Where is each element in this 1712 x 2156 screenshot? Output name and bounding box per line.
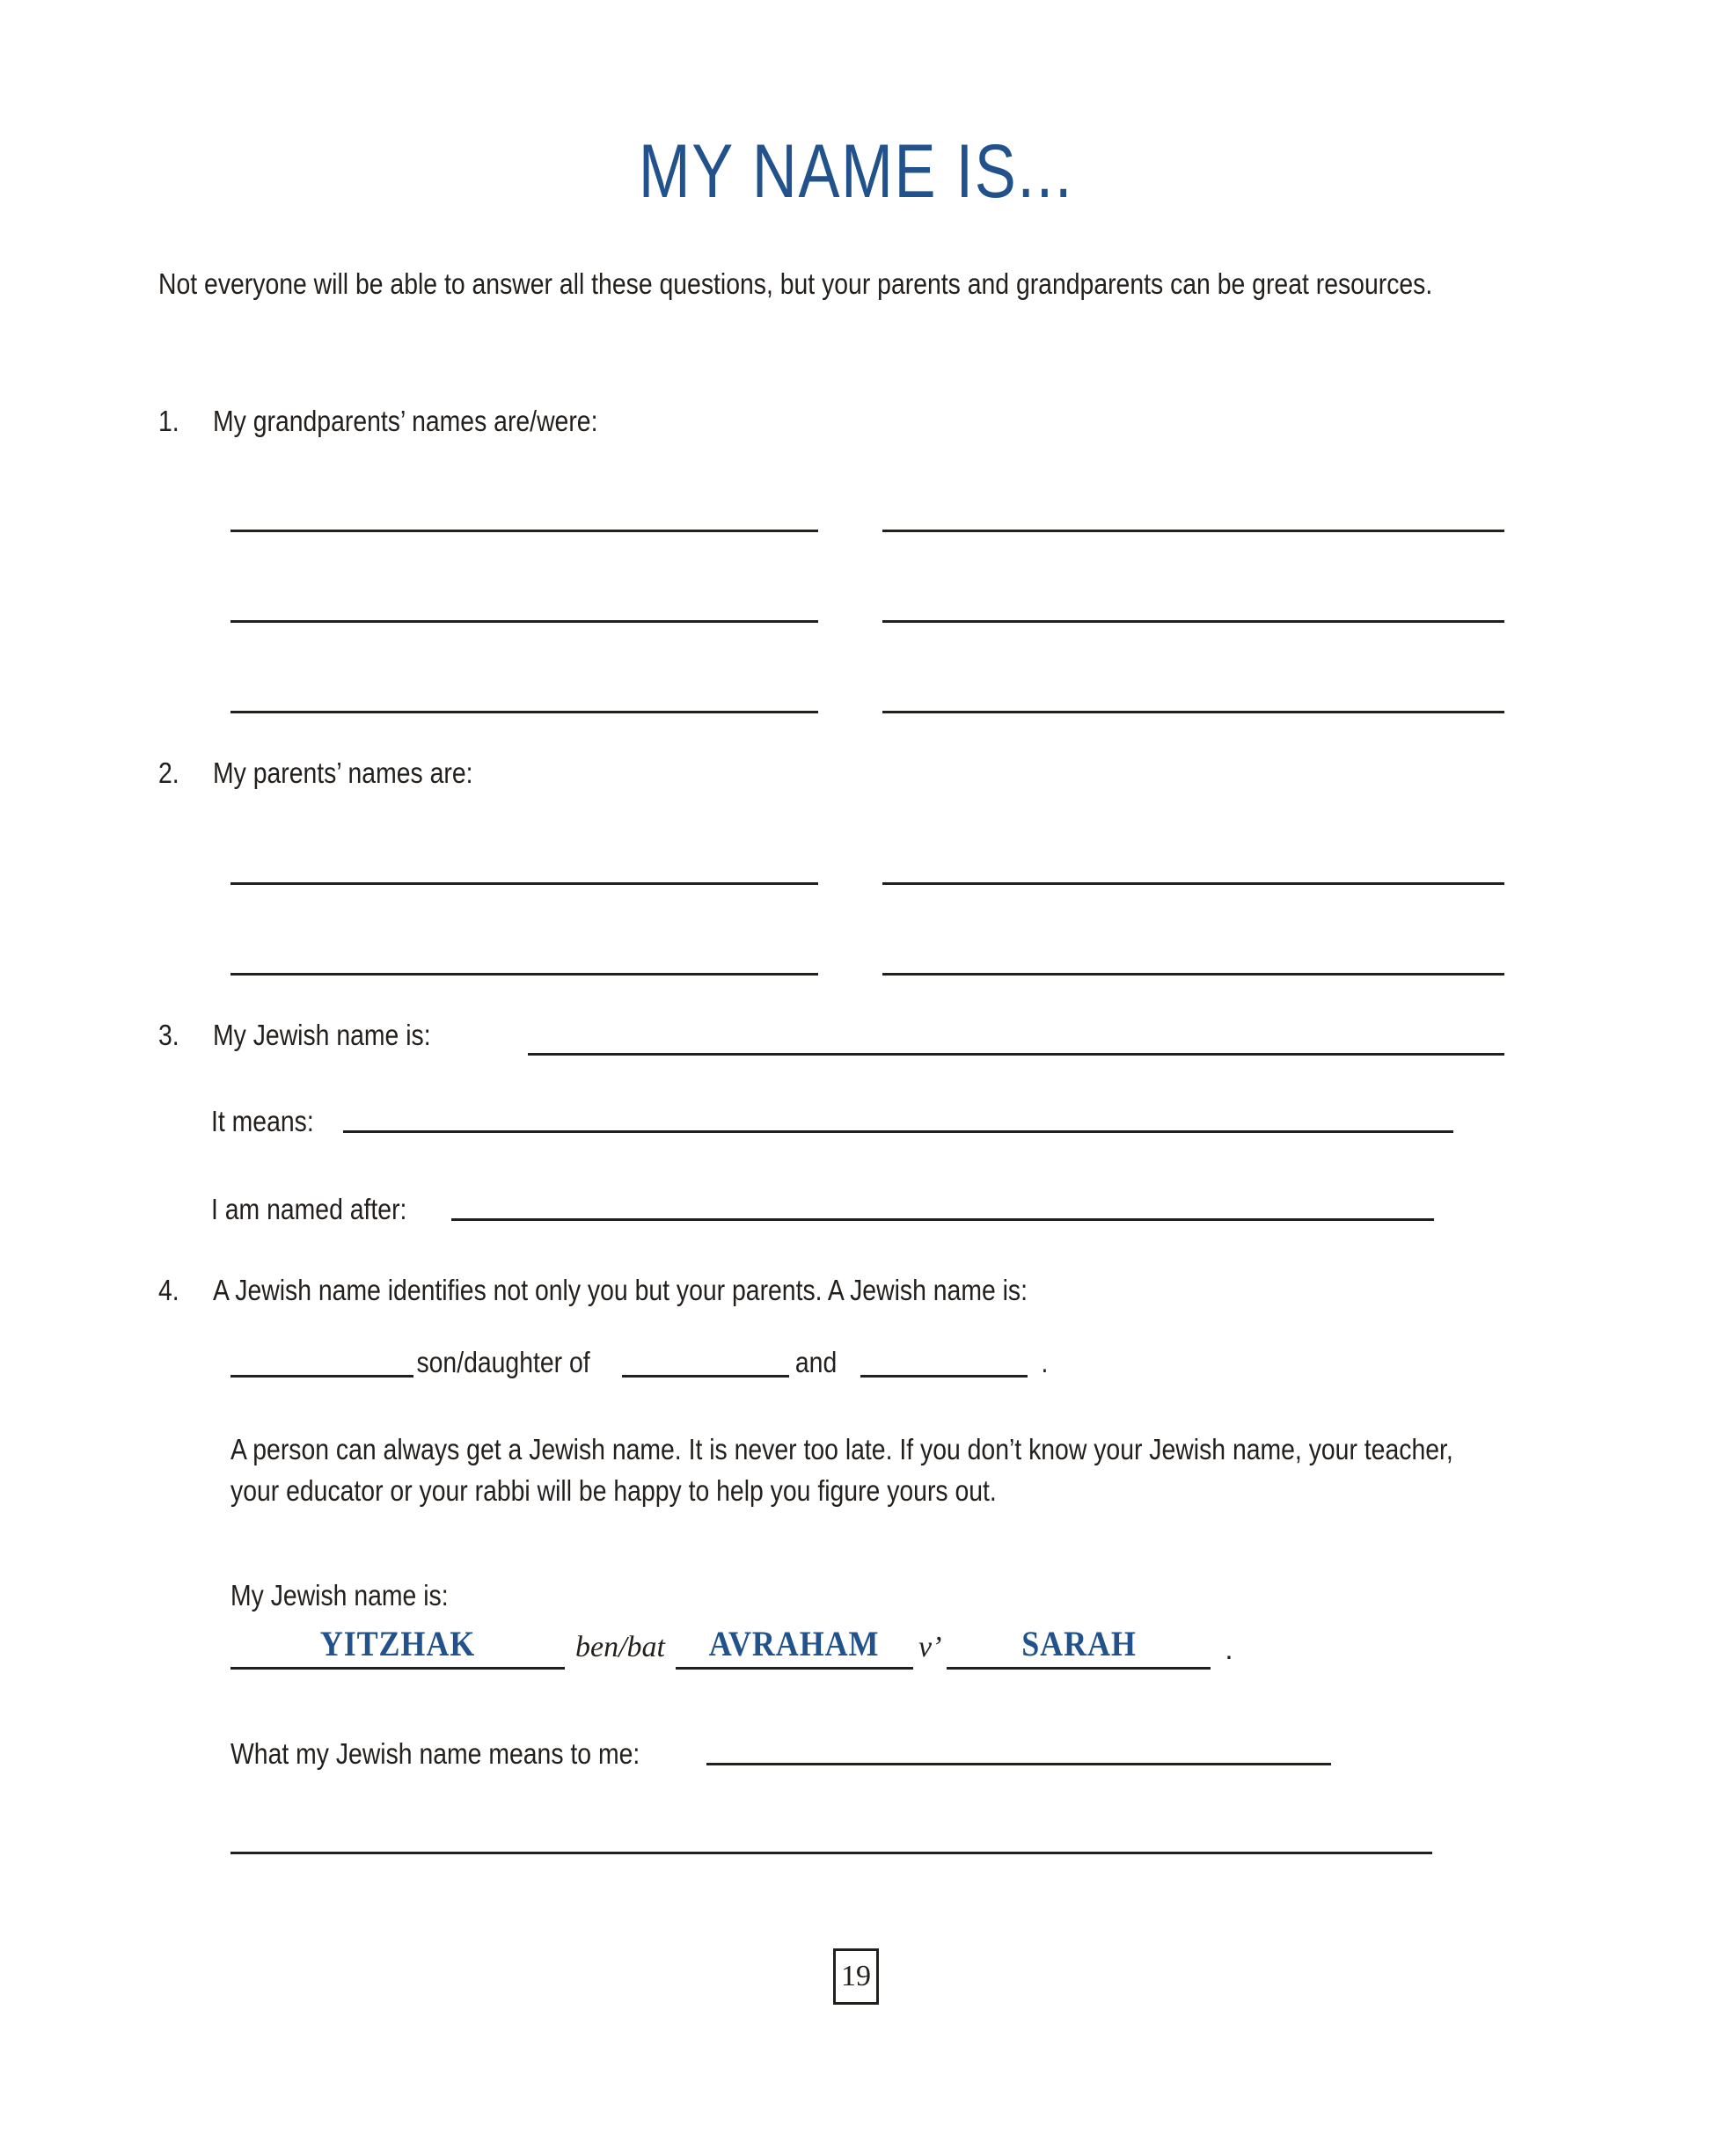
list-item-2-label: My parents’ names are: xyxy=(213,756,473,789)
formula-blank-self[interactable] xyxy=(230,1375,413,1378)
named-after-label: I am named after: xyxy=(211,1193,407,1225)
list-item-4-number: 4. xyxy=(158,1274,179,1306)
jewish-name-example-row xyxy=(230,1623,1233,1670)
list-item-4 xyxy=(158,1274,1160,1307)
means-to-me-row xyxy=(230,1737,1331,1771)
answer-line-named-after[interactable] xyxy=(451,1218,1434,1221)
formula-blank-parent-1[interactable] xyxy=(622,1375,789,1378)
list-item-3 xyxy=(158,1019,466,1052)
list-item-2-number: 2. xyxy=(158,756,179,789)
named-after-row xyxy=(211,1193,1434,1226)
answer-line-means-to-me-1[interactable] xyxy=(706,1763,1331,1765)
formula-son-daughter-label: son/daughter of xyxy=(416,1346,590,1378)
means-to-me-label: What my Jewish name means to me: xyxy=(230,1737,640,1770)
answer-line-grandparent-1[interactable] xyxy=(230,530,818,532)
my-jewish-name-label: My Jewish name is: xyxy=(230,1579,449,1612)
answer-line-grandparent-4[interactable] xyxy=(882,620,1504,623)
it-means-row xyxy=(211,1105,1453,1138)
example-given-name[interactable]: YITZHAK xyxy=(230,1623,565,1670)
example-mother-name[interactable]: SARAH xyxy=(947,1623,1211,1670)
list-item-3-number: 3. xyxy=(158,1019,179,1051)
answer-line-parent-3[interactable] xyxy=(230,973,818,976)
list-item-1-label: My grandparents’ names are/were: xyxy=(213,405,598,437)
answer-line-parent-1[interactable] xyxy=(230,882,818,885)
example-connector-benbat: ben/bat xyxy=(575,1631,665,1663)
list-item-4-label: A Jewish name identifies not only you but your parents. A Jewish name is: xyxy=(213,1274,1028,1306)
page-number: 19 xyxy=(833,1948,879,2005)
it-means-label: It means: xyxy=(211,1105,314,1137)
answer-line-parent-4[interactable] xyxy=(882,973,1504,976)
example-connector-v: v’ xyxy=(918,1631,942,1663)
answer-line-grandparent-5[interactable] xyxy=(230,711,818,713)
answer-line-parent-2[interactable] xyxy=(882,882,1504,885)
answer-line-it-means[interactable] xyxy=(343,1130,1453,1133)
answer-line-means-to-me-2[interactable] xyxy=(230,1852,1432,1854)
jewish-name-formula-row xyxy=(230,1346,1052,1383)
answer-line-jewish-name[interactable] xyxy=(528,1053,1504,1056)
jewish-name-explanation: A person can always get a Jewish name. It is never too late. If you don’t know your Jewish name, your teacher, your educator or your rabbi will be happy to help you figure yours out. xyxy=(230,1433,1453,1507)
list-item-1 xyxy=(158,405,661,438)
formula-and-label: and xyxy=(795,1346,838,1378)
page-title: MY NAME IS... xyxy=(638,129,1074,214)
list-item-1-number: 1. xyxy=(158,405,179,437)
answer-line-grandparent-3[interactable] xyxy=(230,620,818,623)
formula-period: . xyxy=(1041,1346,1049,1378)
example-period: . xyxy=(1225,1633,1233,1665)
answer-line-grandparent-6[interactable] xyxy=(882,711,1504,713)
formula-blank-parent-2[interactable] xyxy=(860,1375,1028,1378)
example-father-name[interactable]: AVRAHAM xyxy=(676,1623,913,1670)
answer-line-grandparent-2[interactable] xyxy=(882,530,1504,532)
intro-paragraph: Not everyone will be able to answer all these questions, but your parents and grandparents can be great resources. xyxy=(158,267,1433,300)
list-item-3-label: My Jewish name is: xyxy=(213,1019,431,1051)
list-item-2 xyxy=(158,756,516,790)
